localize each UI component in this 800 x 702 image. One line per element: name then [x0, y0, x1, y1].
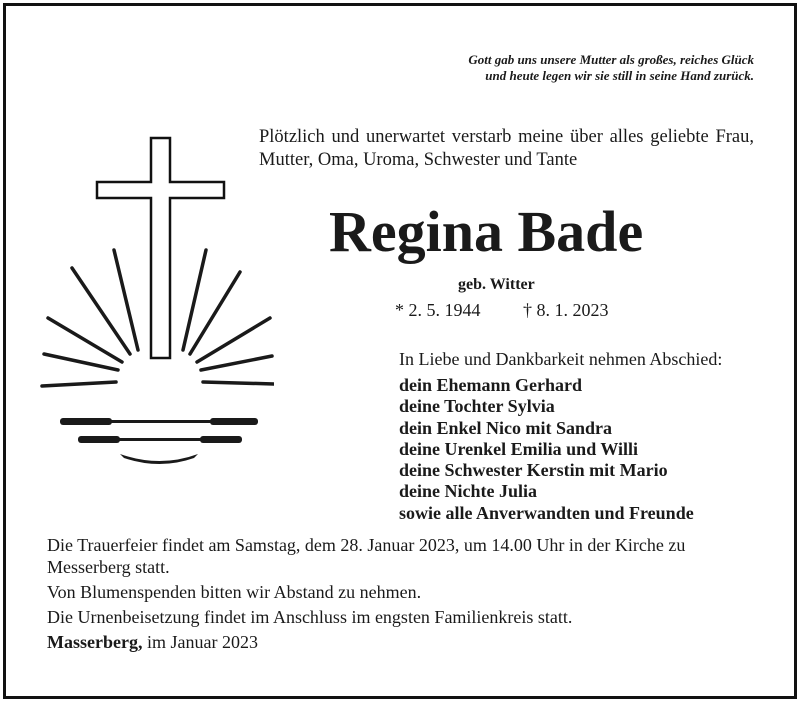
notice-date: im Januar 2023	[146, 632, 258, 652]
place-date-line	[47, 631, 757, 653]
deceased-name: Regina Bade	[329, 199, 644, 264]
place-name: Masserberg,	[47, 632, 143, 652]
mourner-item: dein Ehemann Gerhard	[399, 375, 583, 395]
motto-line-2: und heute legen wir sie still in seine Hand zurück.	[485, 68, 754, 83]
mourners-list	[399, 375, 694, 524]
death-date: † 8. 1. 2023	[523, 300, 609, 320]
flowers-text: Von Blumenspenden bitten wir Abstand zu nehmen.	[47, 582, 422, 602]
farewell-heading: In Liebe und Dankbarkeit nehmen Abschied:	[399, 349, 723, 369]
urn-burial-text: Die Urnenbeisetzung findet im Anschluss im engsten Familienkreis statt.	[47, 607, 573, 627]
cross-with-sunrise-icon	[34, 132, 274, 472]
mourner-item: sowie alle Anverwandten und Freunde	[399, 502, 694, 523]
motto-verse	[468, 52, 754, 84]
mourner-item: deine Schwester Kerstin mit Mario	[399, 460, 668, 481]
intro-text: Plötzlich und unerwartet verstarb meine über alles geliebte Frau, Mutter, Oma, Uroma, Schwester und Tante	[259, 127, 754, 170]
motto-line-1: Gott gab uns unsere Mutter als großes, reiches Glück	[468, 52, 754, 67]
mourner-item: deine Tochter Sylvia	[399, 396, 555, 417]
mourner-item: deine Nichte Julia	[399, 481, 537, 502]
birth-date: * 2. 5. 1944	[395, 300, 481, 320]
funeral-details	[47, 534, 757, 656]
birth-name: geb. Witter	[458, 276, 535, 293]
funeral-service-text: Die Trauerfeier findet am Samstag, dem 28. Januar 2023, um 14.00 Uhr in der Kirche zu Messerberg statt.	[47, 535, 686, 577]
mourner-item: dein Enkel Nico mit Sandra	[399, 417, 613, 438]
life-dates	[395, 299, 609, 321]
mourner-item: deine Urenkel Emilia und Willi	[399, 438, 639, 459]
cross-sunrise-graphic	[34, 132, 274, 472]
